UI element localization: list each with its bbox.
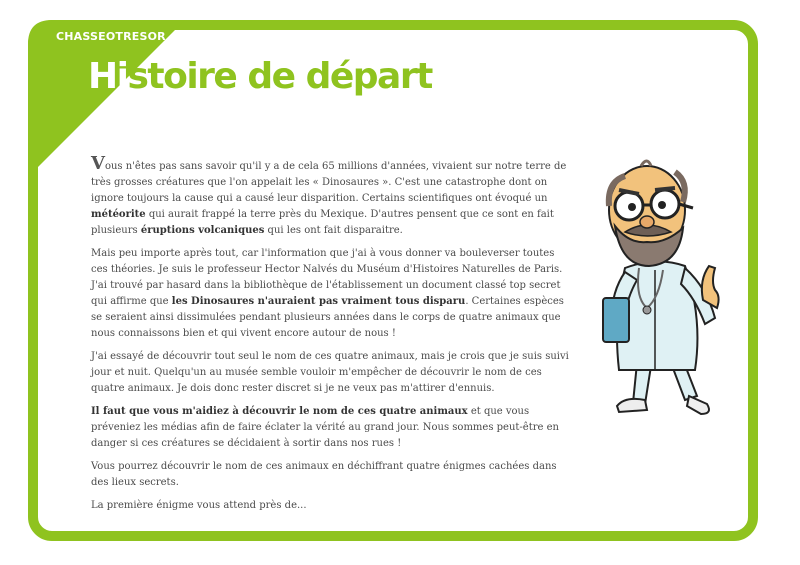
p2-text-a: Mais peu importe après tout, car l'information que j'ai à vous donner va bouleverser toutes ces théories. Je suis le professeur Hector Nalvés du Muséum d'Histoires Naturelles de Paris. J'ai trouvé par hasard dans la bibliothèque de l'établissement un document classé top secret qui affirme que (91, 248, 563, 307)
p1-text-d: qui les ont fait disparaitre. (264, 225, 403, 236)
paragraph-1 (91, 153, 571, 239)
paragraph-2 (91, 246, 571, 342)
p2-bold-dinosaures: les Dinosaures n'auraient pas vraiment tous disparu (171, 296, 466, 307)
paragraph-3: J'ai essayé de découvrir tout seul le nom de ces quatre animaux, mais je crois que je suis suivi jour et nuit. Quelqu'un au musée semble vouloir m'empêcher de découvrir le nom de ces quatre animaux. Je dois donc rester discret si je ne veux pas m'attirer d'ennuis. (91, 351, 569, 394)
p2-text-c: . Certaines espèces se seraient ainsi dissimulées pendant plusieurs années dans le corps de quatre animaux que nous connaissons bien et qui vivent encore autour de nous ! (91, 296, 564, 339)
p1-bold-meteorite: météorite (91, 209, 146, 220)
paragraph-6: La première énigme vous attend près de... (91, 500, 307, 511)
story-text (91, 153, 571, 521)
p1-text-c: qui aurait frappé la terre près du Mexique. D'autres pensent que ce sont en fait plusieurs (91, 209, 554, 236)
professor-illustration (585, 148, 730, 423)
drop-cap: V (91, 153, 105, 174)
paragraph-4 (91, 404, 571, 452)
title-part-white: Hi (88, 56, 128, 97)
brand-label: CHASSEOTRESOR (56, 30, 166, 43)
p4-text-a: et que vous préveniez les médias afin de faire éclater la vérité au grand jour. Nous sommes peut-être en danger si ces créatures se décidaient à sortir dans nos rues ! (91, 406, 559, 449)
paragraph-5: Vous pourrez découvrir le nom de ces animaux en déchiffrant quatre énigmes cachées dans des lieux secrets. (91, 461, 557, 488)
page-title (88, 56, 432, 97)
p4-bold-call: Il faut que vous m'aidiez à découvrir le nom de ces quatre animaux (91, 406, 468, 417)
title-part-green: stoire de départ (127, 56, 432, 97)
p1-text-a: ous n'êtes pas sans savoir qu'il y a de cela 65 millions d'années, vivaient sur notre terre de très grosses créatures que l'on appelait les « Dinosaures ». C'est une catastrophe dont on ignore toujours la cause qui a causé leur disparition. Certains scientifiques ont évoqué un (91, 161, 567, 204)
p1-bold-eruptions: éruptions volcaniques (140, 225, 265, 236)
